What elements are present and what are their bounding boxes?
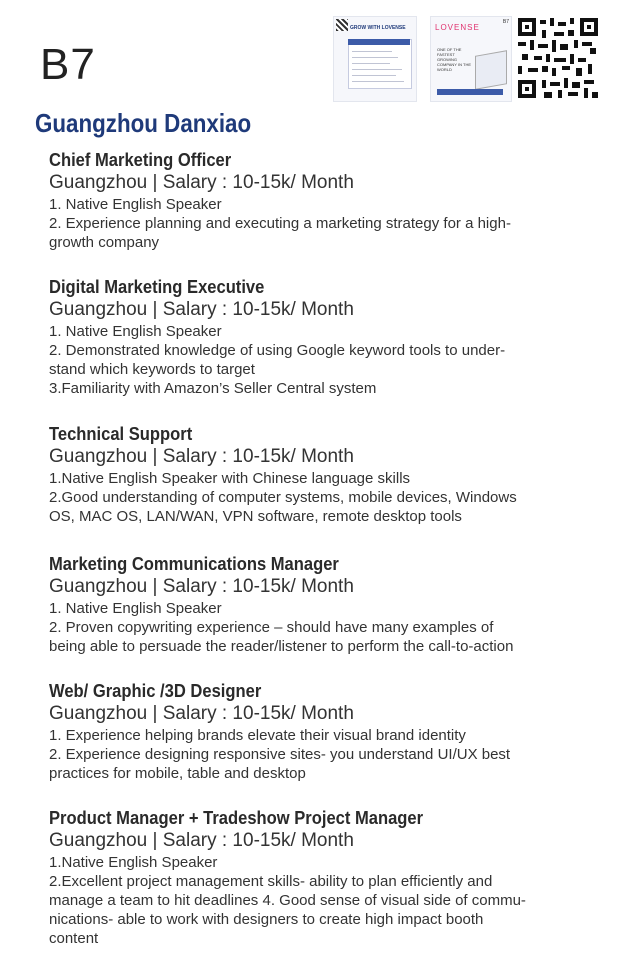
job-listing [49,681,619,783]
job-location-salary: Guangzhou | Salary : 10-15k/ Month [49,703,354,724]
qr-module [530,40,534,50]
job-requirements [49,853,619,948]
requirement-line: 1. Native English Speaker [49,196,222,213]
requirement-line: growth company [49,234,160,251]
lovense-logo: LOVENSE [435,23,480,32]
requirement-line: 1. Native English Speaker [49,323,222,340]
flyer-line [352,69,402,70]
requirement-line: being able to persuade the reader/listener to perform the call-to-action [49,638,514,655]
job-title: Web/ Graphic /3D Designer [49,681,262,701]
qr-module [558,22,566,26]
qr-module [572,82,580,88]
qr-module [522,54,528,60]
flyer-line [352,57,398,58]
qr-finder [518,80,536,98]
qr-code-icon [336,19,348,31]
qr-finder [580,18,598,36]
qr-module [554,32,564,36]
requirement-line: OS, MAC OS, LAN/WAN, VPN software, remote desktop tools [49,508,462,525]
qr-module [550,82,560,86]
job-title: Technical Support [49,424,193,444]
qr-module [554,58,566,62]
job-location-salary: Guangzhou | Salary : 10-15k/ Month [49,576,354,597]
job-title: Marketing Communications Manager [49,554,339,574]
qr-module [562,66,570,70]
qr-module [552,40,556,52]
qr-module [588,64,592,74]
company-name: Guangzhou Danxiao [35,108,252,138]
qr-module [590,48,596,54]
requirement-line: 3.Familiarity with Amazon’s Seller Central system [49,380,377,397]
flyer-booth-tag: B7 [502,19,509,25]
qr-finder [518,18,536,36]
qr-module [528,68,538,72]
qr-module [570,18,574,24]
job-location-salary: Guangzhou | Salary : 10-15k/ Month [49,446,354,467]
requirement-line: 2. Demonstrated knowledge of using Google keyword tools to under- [49,342,506,359]
qr-module [542,66,548,72]
requirement-line: 2. Proven copywriting experience – should have many examples of [49,619,494,636]
qr-module [568,92,578,96]
qr-module [552,68,556,76]
qr-module [584,88,588,98]
qr-module [546,54,550,62]
flyer-line [352,51,392,52]
flyer-line [352,75,396,76]
qr-module [518,42,526,46]
requirement-line: 1.Native English Speaker [49,854,218,871]
qr-module [518,66,522,74]
job-location-salary: Guangzhou | Salary : 10-15k/ Month [49,172,354,193]
requirement-line: 1. Native English Speaker [49,600,222,617]
qr-module [568,30,574,36]
recruitment-flyer-thumbnail [333,16,417,102]
job-listing [49,277,619,398]
flyer-text: ONE OF THE FASTEST GROWING COMPANY IN THE WORLD [437,47,472,72]
qr-module [584,80,594,84]
booth-number: B7 [40,40,96,89]
requirement-line: 1.Native English Speaker with Chinese language skills [49,470,411,487]
job-title: Digital Marketing Executive [49,277,265,297]
qr-module [542,80,546,88]
job-listing [49,554,619,656]
qr-module [558,90,562,98]
qr-module [564,78,568,88]
requirement-line: 2.Good understanding of computer systems, mobile devices, Windows [49,489,517,506]
qr-module [538,44,548,48]
requirement-line: 2. Experience planning and executing a marketing strategy for a high- [49,215,511,232]
qr-module [534,56,542,60]
phone-icon [475,50,507,90]
flyer-bar [437,89,503,95]
qr-module [592,92,598,98]
qr-module [542,30,546,38]
requirement-line: stand which keywords to target [49,361,255,378]
qr-module [570,54,574,64]
flyer-line [352,63,390,64]
requirement-line: nications- able to work with designers to create high impact booth [49,911,484,928]
job-requirements [49,195,619,252]
qr-module [550,18,554,26]
requirement-line: content [49,930,99,947]
job-location-salary: Guangzhou | Salary : 10-15k/ Month [49,299,354,320]
job-requirements [49,322,619,398]
qr-module [578,58,586,62]
requirement-line: practices for mobile, table and desktop [49,765,306,782]
qr-module [540,20,546,24]
brand-flyer-thumbnail [430,16,512,102]
requirement-line: 2.Excellent project management skills- ability to plan efficiently and [49,873,493,890]
job-listing [49,150,619,252]
job-location-salary: Guangzhou | Salary : 10-15k/ Month [49,830,354,851]
job-title: Product Manager + Tradeshow Project Manager [49,808,424,828]
requirement-line: 1. Experience helping brands elevate their visual brand identity [49,727,466,744]
job-listing [49,808,619,948]
qr-module [576,68,582,76]
flyer-line [352,81,404,82]
qr-module [560,44,568,50]
requirement-line: manage a team to hit deadlines 4. Good sense of visual side of commu- [49,892,526,909]
job-requirements [49,599,619,656]
qr-module [582,42,592,46]
job-listing [49,424,619,526]
job-requirements [49,726,619,783]
qr-module [574,40,578,48]
qr-code [518,18,598,98]
job-requirements [49,469,619,526]
requirement-line: 2. Experience designing responsive sites- you understand UI/UX best [49,746,511,763]
qr-module [544,92,552,98]
flyer-title: GROW WITH LOVENSE [350,25,406,31]
flyer-bar [348,39,410,45]
job-title: Chief Marketing Officer [49,150,232,170]
